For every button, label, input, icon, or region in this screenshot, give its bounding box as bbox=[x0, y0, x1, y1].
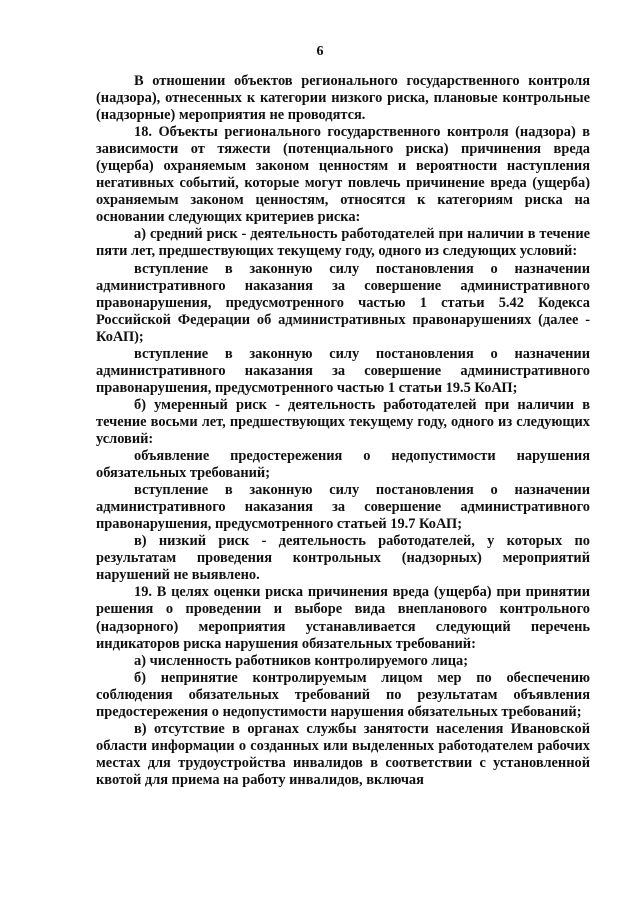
paragraph-18b-condition-2: вступление в законную силу постановления о назначении административного наказания за совершение административного правонарушения, предусмотренного статьей 19.7 КоАП; bbox=[96, 482, 590, 533]
paragraph-18-intro: 18. Объекты регионального государственного контроля (надзора) в зависимости от тяжести (потенциального риска) причинения вреда (ущерба) охраняемым законом ценностям и вероятности наступления негативных событий, которые могут повлечь причинение вреда (ущерба) охраняемым законом ценностям, относятся к категориям риска на основании следующих критериев риска: bbox=[96, 124, 590, 226]
paragraph-18a-condition-2: вступление в законную силу постановления о назначении административного наказания за совершение административного правонарушения, предусмотренного частью 1 статьи 19.5 КоАП; bbox=[96, 345, 590, 396]
paragraph-18a-medium-risk: а) средний риск - деятельность работодателей при наличии в течение пяти лет, предшествующих текущему году, одного из следующих условий: bbox=[96, 226, 590, 260]
paragraph-18a-condition-1: вступление в законную силу постановления о назначении административного наказания за совершение административного правонарушения, предусмотренного частью 1 статьи 5.42 Кодекса Российской Федерации об административных правонарушениях (далее - КоАП); bbox=[96, 260, 590, 345]
paragraph-19-intro: 19. В целях оценки риска причинения вреда (ущерба) при принятии решения о проведении и выборе вида внепланового контрольного (надзорного) мероприятия устанавливается следующий перечень индикаторов риска нарушения обязательных требований: bbox=[96, 584, 590, 652]
page-number: 6 bbox=[316, 44, 324, 59]
document-body bbox=[96, 73, 590, 789]
paragraph-19a: а) численность работников контролируемого лица; bbox=[134, 652, 469, 669]
paragraph-low-risk-note: В отношении объектов регионального государственного контроля (надзора), отнесенных к категории низкого риска, плановые контрольные (надзорные) мероприятия не проводятся. bbox=[96, 73, 590, 124]
paragraph-19c: в) отсутствие в органах службы занятости населения Ивановской области информации о созданных или выделенных работодателем рабочих местах для трудоустройства инвалидов в соответствии с установленной квотой для приема на работу инвалидов, включая bbox=[96, 720, 590, 788]
paragraph-19b: б) непринятие контролируемым лицом мер по обеспечению соблюдения обязательных требований по результатам объявления предостережения о недопустимости нарушения обязательных требований; bbox=[96, 669, 590, 720]
paragraph-18b-condition-1: объявление предостережения о недопустимости нарушения обязательных требований; bbox=[96, 448, 590, 482]
paragraph-18b-moderate-risk: б) умеренный риск - деятельность работодателей при наличии в течение восьми лет, предшествующих текущему году, одного из следующих условий: bbox=[96, 396, 590, 447]
paragraph-18c-low-risk: в) низкий риск - деятельность работодателей, у которых по результатам проведения контрольных (надзорных) мероприятий нарушений не выявлено. bbox=[96, 533, 590, 584]
